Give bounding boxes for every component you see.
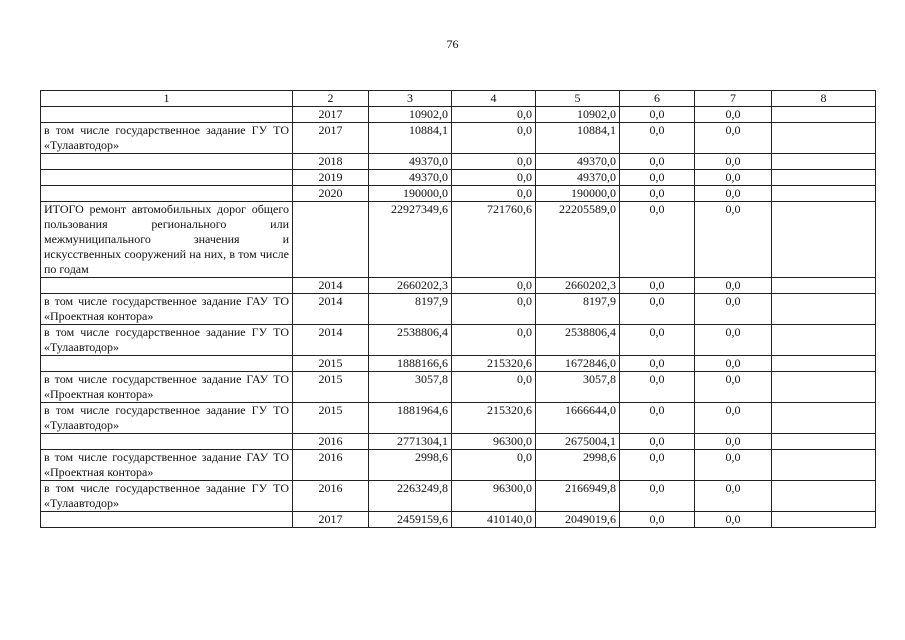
row-regional: 1672846,0	[536, 356, 620, 372]
row-description: в том числе государственное задание ГУ ТО «Тулаавтодор»	[41, 123, 293, 154]
row-note	[772, 481, 876, 512]
row-total: 190000,0	[369, 186, 452, 202]
row-description: ИТОГО ремонт автомобильных дорог общего пользования регионального или межмуниципального значения и искусственных сооружений на них, в том числе по годам	[41, 202, 293, 278]
row-federal: 0,0	[452, 294, 536, 325]
row-regional: 49370,0	[536, 154, 620, 170]
table-row	[41, 481, 876, 512]
row-regional: 2998,6	[536, 450, 620, 481]
row-description	[41, 170, 293, 186]
header-col-4: 4	[452, 91, 536, 107]
row-other: 0,0	[695, 186, 772, 202]
row-total: 2538806,4	[369, 325, 452, 356]
row-total: 1888166,6	[369, 356, 452, 372]
row-year: 2016	[293, 481, 369, 512]
row-other: 0,0	[695, 325, 772, 356]
row-description: в том числе государственное задание ГУ ТО «Тулаавтодор»	[41, 403, 293, 434]
row-regional: 8197,9	[536, 294, 620, 325]
row-description	[41, 434, 293, 450]
row-note	[772, 356, 876, 372]
row-other: 0,0	[695, 202, 772, 278]
row-regional: 10884,1	[536, 123, 620, 154]
row-total: 10902,0	[369, 107, 452, 123]
row-year: 2020	[293, 186, 369, 202]
row-other: 0,0	[695, 356, 772, 372]
table-row	[41, 512, 876, 528]
row-municipal: 0,0	[620, 372, 695, 403]
row-total: 1881964,6	[369, 403, 452, 434]
row-year	[293, 202, 369, 278]
table-row	[41, 403, 876, 434]
row-federal: 0,0	[452, 107, 536, 123]
row-year: 2014	[293, 294, 369, 325]
row-total: 22927349,6	[369, 202, 452, 278]
header-col-7: 7	[695, 91, 772, 107]
row-year: 2014	[293, 278, 369, 294]
row-description: в том числе государственное задание ГУ ТО «Тулаавтодор»	[41, 481, 293, 512]
row-federal: 96300,0	[452, 481, 536, 512]
table-row	[41, 372, 876, 403]
row-other: 0,0	[695, 372, 772, 403]
row-municipal: 0,0	[620, 186, 695, 202]
row-federal: 0,0	[452, 186, 536, 202]
row-note	[772, 202, 876, 278]
row-year: 2017	[293, 123, 369, 154]
table-header	[41, 91, 876, 107]
row-note	[772, 278, 876, 294]
row-note	[772, 170, 876, 186]
header-col-5: 5	[536, 91, 620, 107]
row-description	[41, 154, 293, 170]
table-row	[41, 278, 876, 294]
row-note	[772, 154, 876, 170]
row-regional: 2049019,6	[536, 512, 620, 528]
table-row	[41, 186, 876, 202]
row-note	[772, 403, 876, 434]
row-other: 0,0	[695, 294, 772, 325]
row-municipal: 0,0	[620, 450, 695, 481]
table-body	[41, 107, 876, 528]
row-note	[772, 512, 876, 528]
row-note	[772, 325, 876, 356]
row-municipal: 0,0	[620, 107, 695, 123]
row-year: 2017	[293, 107, 369, 123]
row-other: 0,0	[695, 170, 772, 186]
row-federal: 96300,0	[452, 434, 536, 450]
row-municipal: 0,0	[620, 170, 695, 186]
row-other: 0,0	[695, 434, 772, 450]
row-municipal: 0,0	[620, 154, 695, 170]
row-total: 2459159,6	[369, 512, 452, 528]
row-municipal: 0,0	[620, 278, 695, 294]
table-row	[41, 107, 876, 123]
row-total: 3057,8	[369, 372, 452, 403]
table-row	[41, 170, 876, 186]
row-federal: 215320,6	[452, 356, 536, 372]
header-col-3: 3	[369, 91, 452, 107]
row-federal: 0,0	[452, 154, 536, 170]
row-year: 2019	[293, 170, 369, 186]
row-federal: 215320,6	[452, 403, 536, 434]
row-total: 49370,0	[369, 170, 452, 186]
row-regional: 1666644,0	[536, 403, 620, 434]
row-regional: 2166949,8	[536, 481, 620, 512]
row-year: 2017	[293, 512, 369, 528]
row-note	[772, 186, 876, 202]
row-other: 0,0	[695, 512, 772, 528]
header-col-2: 2	[293, 91, 369, 107]
row-total: 10884,1	[369, 123, 452, 154]
budget-table	[40, 90, 876, 528]
row-federal: 0,0	[452, 123, 536, 154]
row-municipal: 0,0	[620, 356, 695, 372]
row-federal: 410140,0	[452, 512, 536, 528]
row-other: 0,0	[695, 278, 772, 294]
row-regional: 2538806,4	[536, 325, 620, 356]
header-col-1: 1	[41, 91, 293, 107]
table-row	[41, 154, 876, 170]
row-regional: 49370,0	[536, 170, 620, 186]
header-row	[41, 91, 876, 107]
row-note	[772, 434, 876, 450]
row-other: 0,0	[695, 123, 772, 154]
row-description: в том числе государственное задание ГАУ ТО «Проектная контора»	[41, 450, 293, 481]
row-year: 2014	[293, 325, 369, 356]
row-other: 0,0	[695, 450, 772, 481]
row-municipal: 0,0	[620, 123, 695, 154]
row-total: 2998,6	[369, 450, 452, 481]
table-row	[41, 434, 876, 450]
row-municipal: 0,0	[620, 403, 695, 434]
row-note	[772, 123, 876, 154]
row-note	[772, 372, 876, 403]
row-total: 2263249,8	[369, 481, 452, 512]
row-federal: 0,0	[452, 450, 536, 481]
row-description: в том числе государственное задание ГАУ ТО «Проектная контора»	[41, 372, 293, 403]
row-federal: 0,0	[452, 372, 536, 403]
header-col-8: 8	[772, 91, 876, 107]
row-regional: 2675004,1	[536, 434, 620, 450]
row-other: 0,0	[695, 107, 772, 123]
row-note	[772, 107, 876, 123]
row-regional: 190000,0	[536, 186, 620, 202]
row-total: 49370,0	[369, 154, 452, 170]
page-number: 76	[446, 37, 459, 51]
row-description	[41, 278, 293, 294]
row-regional: 22205589,0	[536, 202, 620, 278]
row-year: 2016	[293, 434, 369, 450]
row-municipal: 0,0	[620, 481, 695, 512]
row-description	[41, 186, 293, 202]
row-municipal: 0,0	[620, 202, 695, 278]
row-description	[41, 356, 293, 372]
row-federal: 0,0	[452, 170, 536, 186]
row-other: 0,0	[695, 481, 772, 512]
row-total: 8197,9	[369, 294, 452, 325]
header-col-6: 6	[620, 91, 695, 107]
row-note	[772, 294, 876, 325]
row-federal: 0,0	[452, 278, 536, 294]
table-row	[41, 123, 876, 154]
row-regional: 2660202,3	[536, 278, 620, 294]
row-federal: 0,0	[452, 325, 536, 356]
table-row	[41, 325, 876, 356]
row-year: 2015	[293, 372, 369, 403]
row-description: в том числе государственное задание ГУ ТО «Тулаавтодор»	[41, 325, 293, 356]
row-year: 2015	[293, 356, 369, 372]
row-federal: 721760,6	[452, 202, 536, 278]
row-municipal: 0,0	[620, 512, 695, 528]
table-row	[41, 356, 876, 372]
row-description	[41, 107, 293, 123]
row-municipal: 0,0	[620, 325, 695, 356]
row-other: 0,0	[695, 403, 772, 434]
table-row	[41, 202, 876, 278]
row-municipal: 0,0	[620, 294, 695, 325]
row-total: 2771304,1	[369, 434, 452, 450]
table-row	[41, 294, 876, 325]
row-year: 2015	[293, 403, 369, 434]
row-other: 0,0	[695, 154, 772, 170]
row-description	[41, 512, 293, 528]
row-description: в том числе государственное задание ГАУ ТО «Проектная контора»	[41, 294, 293, 325]
row-year: 2016	[293, 450, 369, 481]
row-regional: 3057,8	[536, 372, 620, 403]
row-year: 2018	[293, 154, 369, 170]
row-note	[772, 450, 876, 481]
table-row	[41, 450, 876, 481]
row-municipal: 0,0	[620, 434, 695, 450]
row-total: 2660202,3	[369, 278, 452, 294]
row-regional: 10902,0	[536, 107, 620, 123]
